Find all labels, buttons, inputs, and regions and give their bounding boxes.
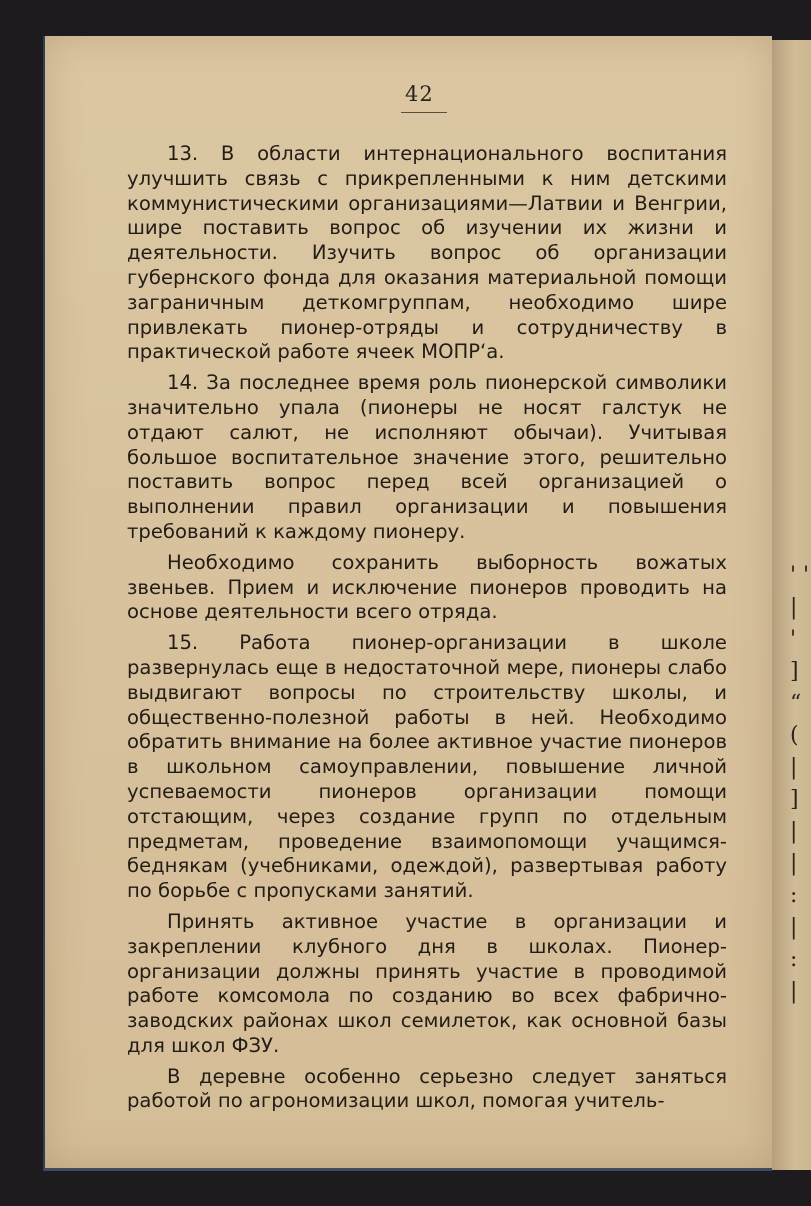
paragraph-14-continued: Необходимо сохранить выборность вожатых звеньев. Прием и исключение пионеров проводить на основе деятельности всего отряда. [127, 550, 727, 624]
book-page [43, 36, 772, 1171]
paragraph-15-clubs: Принять активное участие в организации и закреплении клубного дня в школах. Пионер-организации должны принять участие в проводимой работе комсомола по созданию во всех фабрично-заводских районах школ семилеток, как основной базы для школ ФЗУ. [127, 909, 727, 1057]
paragraph-15-village: В деревне особенно серьезно следует заняться работой по агрономизации школ, помогая учитель- [127, 1064, 727, 1113]
paragraph-13: 13. В области интернационального воспитания улучшить связь с прикрепленными к ним детскими коммунистическими организациями—Латвии и Венгрии, шире поставить вопрос об изучении их жизни и деятельности. Изучить вопрос об организации губернского фонда для оказания материальной помощи заграничным деткомгруппам, необходимо шире привлекать пионер-отряды и сотрудничеству в практической работе ячеек МОПР‘а. [127, 142, 727, 364]
page-body-text [127, 142, 727, 1114]
page-number-underline [401, 112, 447, 113]
adjacent-page-text-fragment: ' ' | ' ] “ ( | ] | | : | : | [790, 563, 810, 1004]
paragraph-15: 15. Работа пионер-организации в школе развернулась еще в недостаточной мере, пионеры слабо выдвигают вопросы по строительству школы, и общественно-полезной работы в ней. Необходимо обратить внимание на более активное участие пионеров в школьном самоуправлении, повышение личной успеваемости пионеров организации помощи отстающим, через создание групп по отдельным предметам, проведение взаимопомощи учащимся-беднякам (учебниками, одеждой), развертывая работу по борьбе с пропусками занятий. [127, 631, 727, 903]
paragraph-14: 14. За последнее время роль пионерской символики значительно упала (пионеры не носят галстук не отдают салют, не исполняют обычаи). Учитывая большое воспитательное значение этого, решительно поставить вопрос перед всей организацией о выполнении правил организации и повышения требований к каждому пионеру. [127, 371, 727, 543]
page-number: 42 [405, 82, 434, 106]
